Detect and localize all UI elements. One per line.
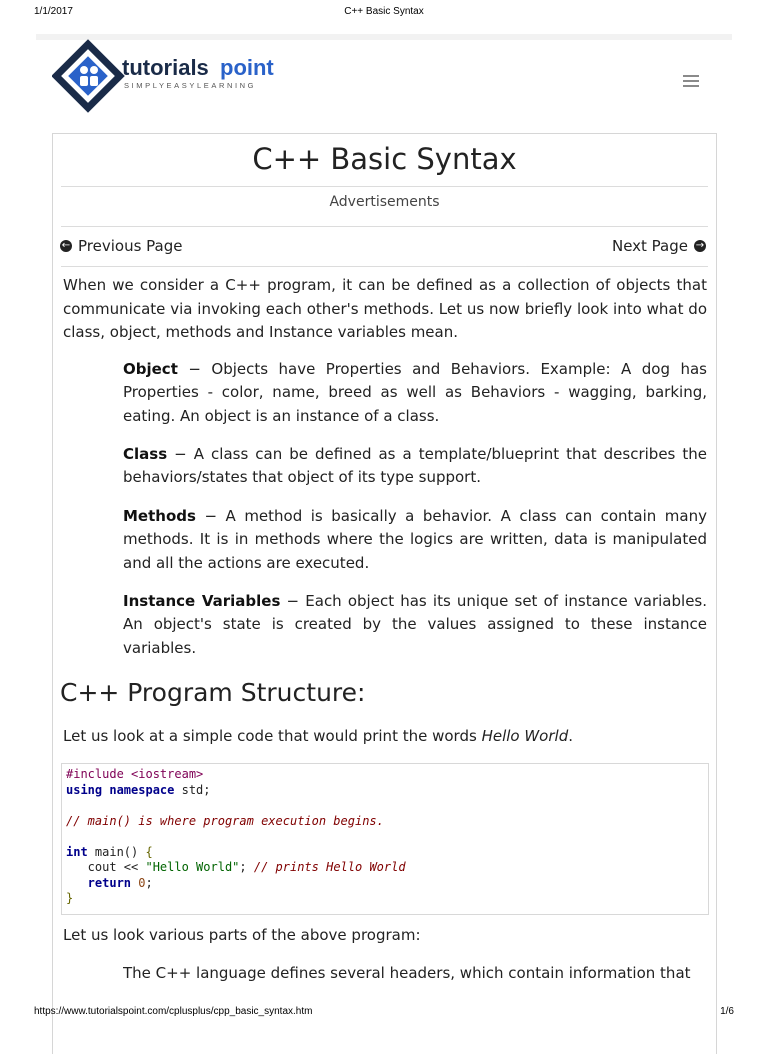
content-card [52, 133, 717, 1054]
code-block[interactable] [61, 763, 709, 915]
print-url: https://www.tutorialspoint.com/cplusplus/cpp_basic_syntax.htm [34, 1006, 313, 1017]
definition-class [123, 443, 707, 490]
print-footer [0, 1000, 768, 1024]
code-text: ; [239, 860, 254, 874]
section-heading: C++ Program Structure: [60, 678, 366, 707]
hello-world-emphasis: Hello World [481, 727, 569, 745]
code-brace: { [145, 844, 153, 859]
next-page-link[interactable] [612, 237, 706, 255]
next-page-label: Next Page [611, 237, 688, 255]
definition-object [123, 358, 707, 428]
after-code-paragraph: Let us look various parts of the above program: [63, 926, 421, 944]
term-object: Object [123, 360, 178, 378]
arrow-left-circle-icon: ← [61, 240, 71, 251]
previous-page-link[interactable] [60, 237, 182, 255]
code-keyword: int [66, 844, 88, 859]
section-intro-end: . [568, 727, 573, 745]
code-string: "Hello World" [145, 860, 240, 874]
definition-text: − Objects have Properties and Behaviors. Example: A dog has Properties - color, name, breed as well as Behaviors - wagging, barking, eating. An object is an instance of a class. [123, 360, 707, 425]
divider [61, 266, 708, 267]
definition-text: − A method is basically a behavior. A class can contain many methods. It is in methods where the logics are written, data is manipulated and all the actions are executed. [123, 507, 707, 572]
intro-paragraph: When we consider a C++ program, it can be defined as a collection of objects that communicate via invoking each other's methods. Let us now briefly look into what do class, object, methods and Instance variables mean. [63, 276, 707, 341]
hamburger-menu-icon[interactable] [683, 75, 699, 89]
previous-page-label: Previous Page [78, 237, 183, 255]
code-text: ; [145, 875, 153, 890]
code-text: std; [174, 782, 211, 797]
arrow-right-circle-icon: → [695, 240, 705, 251]
code-listing [66, 767, 406, 907]
print-header [0, 0, 768, 20]
print-page-number: 1/6 [720, 1006, 734, 1017]
term-class: Class [123, 445, 168, 463]
print-title: C++ Basic Syntax [344, 6, 424, 17]
advertisements-label: Advertisements [329, 194, 440, 210]
divider [61, 226, 708, 227]
logo-brand-main: tutorials [122, 55, 209, 80]
headers-paragraph: The C++ language defines several headers, which contain information that [123, 964, 691, 982]
definition-text: − A class can be defined as a template/blueprint that describes the behaviors/states that object of its type support. [123, 445, 707, 487]
code-include: #include <iostream> [66, 767, 204, 781]
code-text: cout << [66, 860, 146, 874]
page-title: C++ Basic Syntax [252, 142, 517, 176]
logo-tagline: SIMPLYEASYLEARNING [124, 81, 257, 90]
term-methods: Methods [123, 507, 196, 525]
code-number: 0 [138, 875, 146, 890]
code-text: main() [87, 844, 146, 859]
section-intro-text: Let us look at a simple code that would print the words [63, 727, 482, 745]
logo-brand-accent: point [220, 55, 274, 80]
code-comment: // prints Hello World [253, 860, 406, 874]
tutorialspoint-logo[interactable] [52, 38, 302, 122]
code-keyword: using namespace [66, 782, 175, 797]
definition-instance-variables [123, 590, 707, 660]
definition-methods [123, 505, 707, 575]
logo-graphic [52, 38, 302, 122]
code-comment: // main() is where program execution begins. [66, 813, 384, 828]
term-instance-variables: Instance Variables [123, 592, 281, 610]
print-date: 1/1/2017 [34, 6, 73, 17]
definition-text: − Each object has its unique set of instance variables. An object's state is created by the values assigned to these instance variables. [123, 592, 708, 657]
section-intro [63, 725, 707, 749]
code-keyword: return [66, 875, 132, 890]
divider [61, 186, 708, 187]
code-brace: } [66, 891, 74, 905]
